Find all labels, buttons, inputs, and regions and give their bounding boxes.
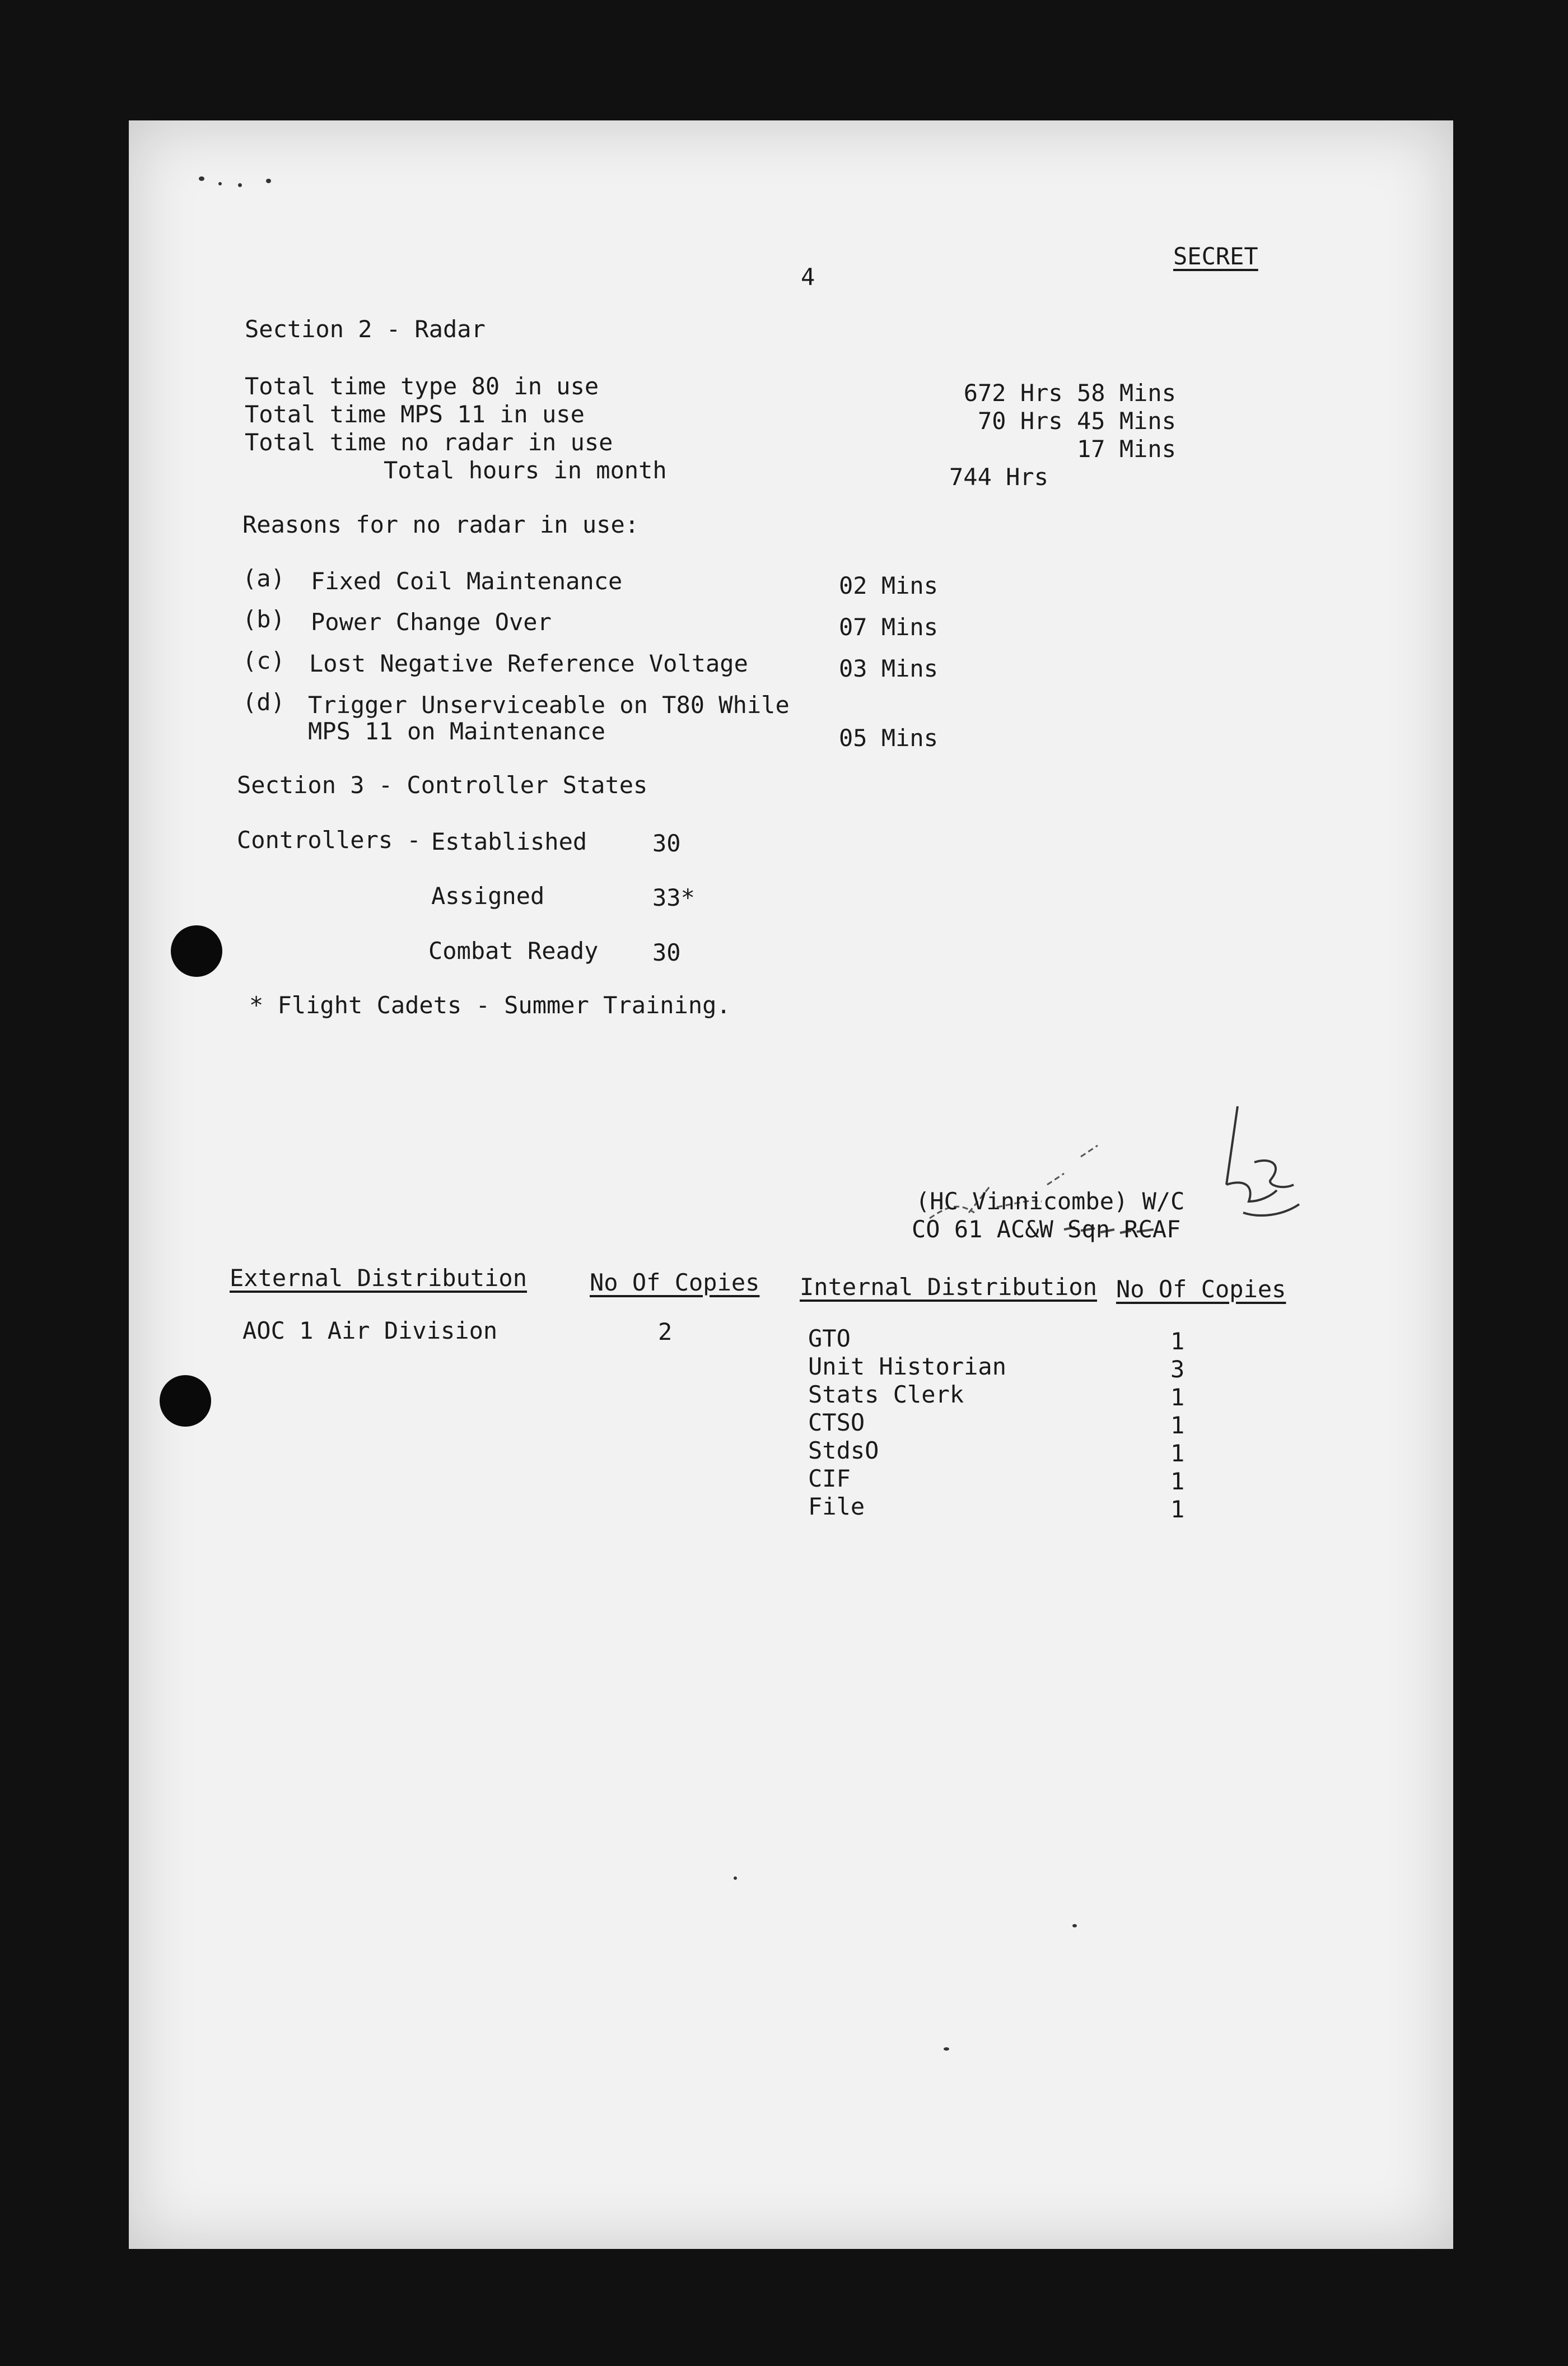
internal-recipient-copies: 1: [1170, 1328, 1185, 1355]
scan-speck: [218, 182, 222, 185]
internal-distribution-header: Internal Distribution: [800, 1273, 1098, 1301]
reason-a-text: Fixed Coil Maintenance: [311, 567, 623, 595]
internal-recipient-copies: 3: [1170, 1356, 1185, 1383]
external-copies-header: No Of Copies: [590, 1269, 760, 1296]
controllers-label: Controllers -: [237, 826, 421, 854]
usage-value-no-radar: 17 Mins: [1076, 435, 1176, 463]
reason-a-key: (a): [242, 565, 285, 592]
scan-speck: [238, 183, 242, 187]
scan-speck: [734, 1876, 737, 1880]
usage-value-type80: 672 Hrs 58 Mins: [963, 379, 1176, 407]
usage-label-no-radar: Total time no radar in use: [245, 429, 613, 456]
reason-b-text: Power Change Over: [311, 608, 552, 636]
internal-recipient: GTO: [808, 1325, 851, 1352]
reason-d-text-line2: MPS 11 on Maintenance: [308, 718, 606, 745]
reason-b-key: (b): [242, 606, 285, 633]
scan-speck: [1072, 1924, 1077, 1927]
controllers-footnote: * Flight Cadets - Summer Training.: [249, 991, 731, 1019]
scan-speck: [266, 179, 271, 183]
reason-d-text: Trigger Unserviceable on T80 While: [308, 691, 790, 719]
external-distribution-header: External Distribution: [230, 1264, 528, 1292]
reason-a-value: 02 Mins: [839, 572, 939, 599]
scan-speck: [944, 2047, 949, 2051]
signatory-title: CO 61 AC&W Sqn RCAF: [912, 1215, 1181, 1243]
reason-d-key: (d): [242, 688, 285, 716]
internal-recipient: Stats Clerk: [808, 1381, 964, 1408]
external-recipient-copies: 2: [658, 1318, 673, 1345]
reasons-title: Reasons for no radar in use:: [242, 511, 640, 538]
internal-copies-header: No Of Copies: [1116, 1275, 1286, 1303]
signatory-name: (HC Vinnicombe) W/C: [916, 1187, 1185, 1215]
classification-label: SECRET: [1173, 243, 1258, 270]
usage-label-mps11: Total time MPS 11 in use: [245, 400, 585, 428]
reason-b-value: 07 Mins: [839, 613, 939, 641]
reason-c-key: (c): [242, 647, 285, 674]
controllers-combat-ready-value: 30: [652, 939, 681, 966]
controllers-combat-ready-label: Combat Ready: [428, 937, 599, 965]
page-number: 4: [801, 263, 815, 291]
document-page: [129, 120, 1453, 2249]
punch-hole: [171, 925, 222, 977]
usage-value-mps11: 70 Hrs 45 Mins: [977, 407, 1176, 435]
internal-recipient: Unit Historian: [808, 1353, 1007, 1380]
reason-c-value: 03 Mins: [839, 655, 939, 682]
controllers-assigned-value: 33*: [652, 884, 695, 911]
internal-recipient-copies: 1: [1170, 1496, 1185, 1523]
usage-label-type80: Total time type 80 in use: [245, 372, 599, 400]
internal-recipient: CIF: [808, 1465, 851, 1492]
section3-title: Section 3 - Controller States: [237, 771, 648, 799]
internal-recipient-copies: 1: [1170, 1468, 1185, 1495]
controllers-established-value: 30: [652, 830, 681, 857]
section2-title: Section 2 - Radar: [245, 315, 486, 343]
punch-hole: [160, 1375, 211, 1427]
internal-recipient: File: [808, 1493, 865, 1520]
reason-c-text: Lost Negative Reference Voltage: [309, 650, 748, 677]
reason-d-value: 05 Mins: [839, 724, 939, 752]
usage-label-total-hours: Total hours in month: [384, 457, 667, 484]
controllers-established-label: Established: [431, 828, 587, 855]
internal-recipient-copies: 1: [1170, 1440, 1185, 1467]
usage-value-total-hours: 744 Hrs: [949, 463, 1049, 491]
scan-speck: [199, 176, 204, 181]
internal-recipient-copies: 1: [1170, 1384, 1185, 1411]
internal-recipient: StdsO: [808, 1437, 879, 1464]
controllers-assigned-label: Assigned: [431, 882, 545, 910]
internal-recipient: CTSO: [808, 1409, 865, 1436]
internal-recipient-copies: 1: [1170, 1412, 1185, 1439]
external-recipient: AOC 1 Air Division: [242, 1317, 498, 1344]
